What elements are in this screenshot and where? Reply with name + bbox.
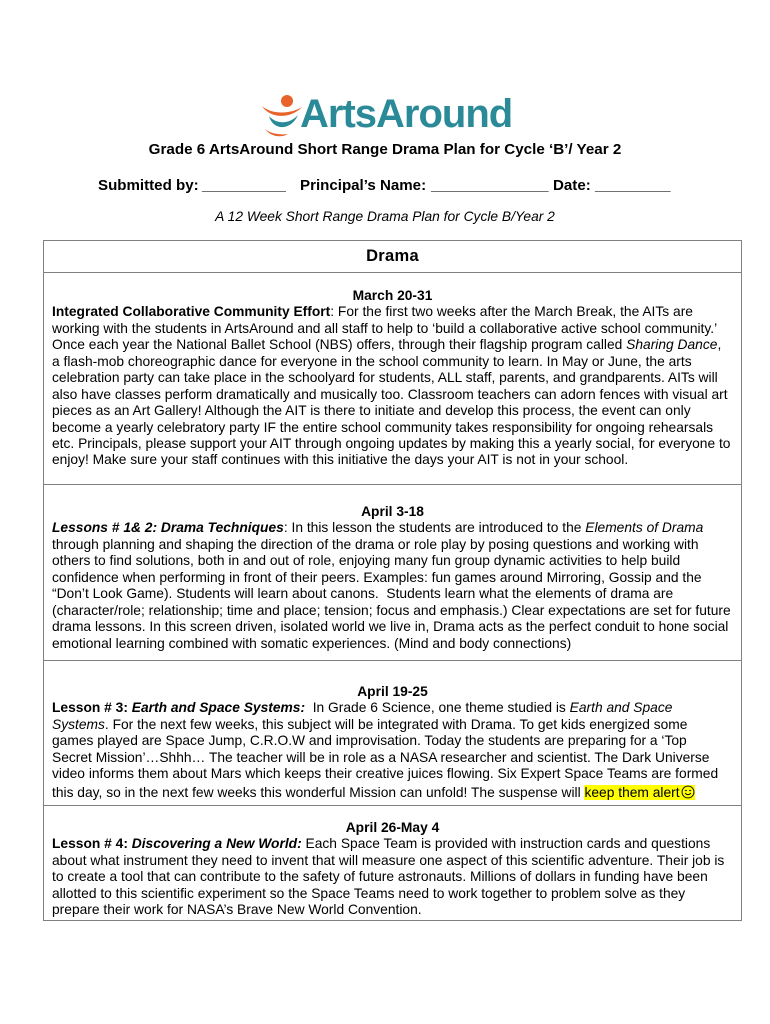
emphasis-text: Systems (52, 716, 105, 732)
logo-arms-shape (262, 106, 302, 116)
text-line (44, 603, 741, 619)
section-date: April 26-May 4 (345, 820, 440, 835)
body-text: . For the next few weeks, this subject will be integrated with Drama. To get kids energized some (104, 716, 688, 732)
body-text: drama lessons. In this screen driven, isolated world we live in, Drama acts as the perfect conduit to hone social (52, 619, 729, 635)
highlighted-phrase: keep them alert (584, 784, 680, 800)
text-line (44, 700, 741, 716)
arts-around-dancer-logo-icon (260, 90, 304, 140)
program-name-text: Sharing Dance (626, 337, 718, 353)
emphasis-text: Elements of Drama (585, 520, 704, 536)
text-line (44, 321, 741, 337)
date-blank: _________ (595, 177, 671, 194)
principal-name-label: Principal’s Name: (300, 177, 427, 194)
logo-head-shape (281, 95, 293, 107)
body-text: become a yearly celebratory party IF the entire school community takes responsibility for ongoing rehearsals (52, 419, 714, 435)
text-line (44, 337, 741, 353)
body-text: etc. Principals, please support your AIT through ongoing updates by making this a yearly social, for everyone to (52, 435, 731, 451)
body-text: a flash-mob choreographic dance for everyone in the school community to learn. In May or June, the arts (52, 353, 692, 369)
logo-wordmark: ArtsAround (300, 92, 513, 136)
body-text: emotional learning combined with somatic experiences. (Mind and body connections) (52, 635, 572, 651)
text-line (44, 785, 741, 801)
text-line (44, 452, 741, 468)
submitted-by-blank: __________ (202, 177, 286, 194)
row-divider (44, 805, 741, 806)
section-date: March 20-31 (352, 288, 433, 303)
text-line (44, 886, 741, 902)
lesson-title: Discovering a New World: (131, 836, 302, 852)
body-text: others to find solutions, both in and out of role, enjoying many fun group dynamic activities to help build (52, 553, 681, 569)
text-line (44, 537, 741, 553)
text-line (44, 619, 741, 635)
section-april-3-18 (44, 504, 741, 652)
text-line (44, 420, 741, 436)
text-line (44, 553, 741, 569)
body-text: enjoy! Make sure your staff continues with this initiative the days your AIT is not in your school. (52, 452, 629, 468)
lesson-title: Lessons # 1& 2: Drama Techniques (52, 520, 284, 536)
section-april-26-may-4 (44, 820, 741, 919)
body-text: through planning and shaping the direction of the drama or role play by posing questions and working with (52, 536, 699, 552)
body-text: about what instrument they need to invent that will measure one aspect of this scientific adventure. Their job is (52, 852, 725, 868)
date-label: Date: (553, 177, 591, 194)
body-text: “Don’t Look Game). Students will learn about canons. Students learn what the elements of drama are (52, 586, 674, 602)
text-line (44, 570, 741, 586)
text-line (44, 750, 741, 766)
document-title: Grade 6 ArtsAround Short Range Drama Plan for Cycle ‘B’/ Year 2 (148, 141, 622, 158)
highlighted-text (584, 785, 694, 800)
emphasis-text: Earth and Space (569, 700, 673, 716)
section-date: April 19-25 (357, 684, 428, 699)
body-text: Once each year the National Ballet School (NBS) offers, through their flagship program called (52, 337, 627, 353)
body-text: also have classes perform dramatically and musically too. Classroom teachers can adorn fences with visual art (52, 386, 728, 402)
text-line (44, 853, 741, 869)
row-divider (44, 272, 741, 273)
body-text: In Grade 6 Science, one theme studied is (305, 700, 570, 716)
text-line (44, 836, 741, 852)
section-april-19-25 (44, 684, 741, 801)
lesson-title: Earth and Space Systems: (131, 700, 306, 716)
text-line (44, 436, 741, 452)
body-text: Secret Mission’…Shhh… The teacher will be in role as a NASA researcher and scientist. The Dark Universe (52, 749, 710, 765)
text-line (44, 766, 741, 782)
text-line (44, 636, 741, 652)
text-line (44, 354, 741, 370)
row-divider (44, 484, 741, 485)
text-line (44, 733, 741, 749)
section-date: April 3-18 (361, 504, 424, 519)
text-line (44, 902, 741, 918)
text-line (44, 370, 741, 386)
drama-plan-table (43, 240, 742, 921)
section-march-20-31 (44, 288, 741, 469)
text-line (44, 387, 741, 403)
logo-body-shape (269, 115, 298, 127)
lesson-number: Lesson # 3: (52, 700, 132, 716)
body-text: celebration party can take place in the schoolyard for students, ALL staff, parents, and grandparents. AITs will (52, 370, 718, 386)
text-line (44, 403, 741, 419)
document-subtitle: A 12 Week Short Range Drama Plan for Cycle B/Year 2 (215, 209, 555, 224)
body-text: this day, so in the next few weeks this wonderful Mission can unfold! The suspense will (52, 784, 585, 800)
logo-foot-shape (265, 129, 288, 136)
text-line (44, 520, 741, 536)
body-text: : In this lesson the students are introduced to the (283, 520, 586, 536)
lesson-number: Lesson # 4: (52, 836, 132, 852)
body-text: confidence when performing in front of their peers. Examples: fun games around Mirroring, Gossip and the (52, 569, 702, 585)
smiling-face-icon (681, 785, 695, 799)
body-text: working with the students in ArtsAround and all staff to help to ‘build a collaborative active school community.’ (52, 320, 718, 336)
text-line (44, 304, 741, 320)
body-text: to create a tool that can contribute to the safety of future astronauts. Millions of dollars in funding have been (52, 869, 708, 885)
body-text: , (717, 337, 722, 353)
text-line (44, 717, 741, 733)
table-header-drama: Drama (366, 247, 419, 265)
body-text: pieces as an Art Gallery! Although the AIT is there to initiate and develop this process, the event can only (52, 403, 691, 419)
body-text: : For the first two weeks after the March Break, the AITs are (330, 304, 693, 320)
body-text: allotted to this scientific experiment so the Space Teams need to work together to problem solve as they (52, 885, 686, 901)
row-divider (44, 660, 741, 661)
body-text: Each Space Team is provided with instruction cards and questions (301, 836, 711, 852)
body-text: (character/role; relationship; time and place; tension; focus and emphasis.) Clear expectations are set for future (52, 602, 731, 618)
text-line (44, 586, 741, 602)
text-line (44, 869, 741, 885)
topic-title: Integrated Collaborative Community Effort (52, 304, 331, 320)
submitted-by-label: Submitted by: (98, 177, 199, 194)
body-text: prepare their work for NASA’s Brave New World Convention. (52, 902, 422, 918)
principal-name-blank: ______________ (431, 177, 549, 194)
body-text: games played are Space Jump, C.R.O.W and improvisation. Today the students are preparing for a ‘Top (52, 733, 687, 749)
body-text: video informs them about Mars which keeps their creative juices flowing. Six Expert Space Teams are formed (52, 766, 719, 782)
